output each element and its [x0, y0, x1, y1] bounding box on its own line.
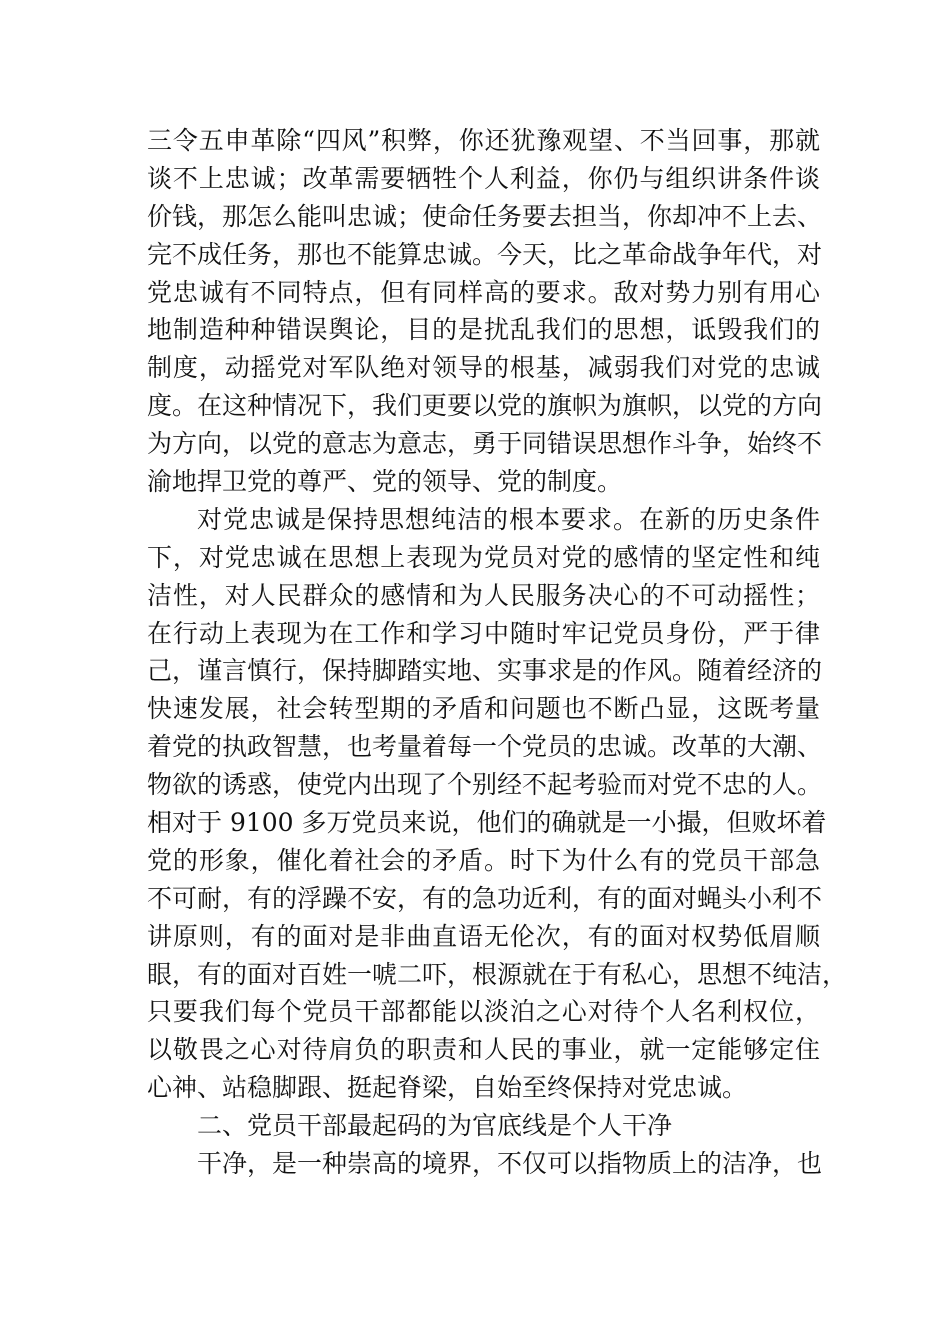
text-line: 干净，是一种崇高的境界，不仅可以指物质上的洁净，也	[197, 1149, 823, 1179]
text-line: 快速发展，社会转型期的矛盾和问题也不断凸显，这既考量	[147, 694, 820, 724]
text-line: 眼，有的面对百姓一唬二吓，根源就在于有私心，思想不纯洁，	[147, 959, 848, 989]
paragraph-2	[147, 501, 848, 1107]
text-line: 心神、站稳脚跟、挺起脊梁，自始至终保持对党忠诚。	[147, 1073, 748, 1103]
text-line: 讲原则，有的面对是非曲直语无伦次，有的面对权势低眉顺	[147, 921, 820, 951]
section-heading: 二、党员干部最起码的为官底线是个人干净	[197, 1111, 673, 1141]
text-line: 党忠诚有不同特点，但有同样高的要求。敌对势力别有用心	[147, 277, 820, 307]
text-line: 为方向，以党的意志为意志，勇于同错误思想作斗争，始终不	[147, 429, 823, 459]
text-line: 渝地捍卫党的尊严、党的领导、党的制度。	[147, 467, 623, 497]
text-line: 党的形象，催化着社会的矛盾。时下为什么有的党员干部急	[147, 845, 820, 875]
text-line: 下，对党忠诚在思想上表现为党员对党的感情的坚定性和纯	[147, 542, 820, 572]
text-line: 制度，动摇党对军队绝对领导的根基，减弱我们对党的忠诚	[147, 353, 820, 383]
text-line: 在行动上表现为在工作和学习中随时牢记党员身份，严于律	[147, 618, 820, 648]
text-line: 度。在这种情况下，我们更要以党的旗帜为旗帜，以党的方向	[147, 391, 823, 421]
text-line: 己，谨言慎行，保持脚踏实地、实事求是的作风。随着经济的	[147, 656, 823, 686]
text-line: 完不成任务，那也不能算忠诚。今天，比之革命战争年代，对	[147, 239, 823, 269]
text-line: 以敬畏之心对待肩负的职责和人民的事业，就一定能够定住	[147, 1035, 820, 1065]
text-line: 着党的执政智慧，也考量着每一个党员的忠诚。改革的大潮、	[147, 732, 823, 762]
text-line: 价钱，那怎么能叫忠诚；使命任务要去担当，你却冲不上去、	[147, 201, 823, 231]
text-line: 三令五申革除“四风”积弊，你还犹豫观望、不当回事，那就	[147, 126, 820, 155]
text-line: 只要我们每个党员干部都能以淡泊之心对待个人名利权位，	[147, 997, 820, 1027]
text-line: 洁性，对人民群众的感情和为人民服务决心的不可动摇性；	[147, 580, 820, 610]
text-line: 物欲的诱惑，使党内出现了个别经不起考验而对党不忠的人。	[147, 770, 823, 800]
text-line: 不可耐，有的浮躁不安，有的急功近利，有的面对蝇头小利不	[147, 883, 823, 913]
paragraph-1	[147, 122, 823, 501]
text-line: 谈不上忠诚；改革需要牺牲个人利益，你仍与组织讲条件谈	[147, 163, 820, 193]
text-line: 对党忠诚是保持思想纯洁的根本要求。在新的历史条件	[197, 504, 820, 534]
paragraph-3	[147, 1145, 823, 1183]
text-line: 地制造种种错误舆论，目的是扰乱我们的思想，诋毁我们的	[147, 315, 820, 345]
text-line: 相对于 9100 多万党员来说，他们的确就是一小撮，但败坏着	[147, 808, 827, 838]
document-body	[147, 122, 848, 1183]
